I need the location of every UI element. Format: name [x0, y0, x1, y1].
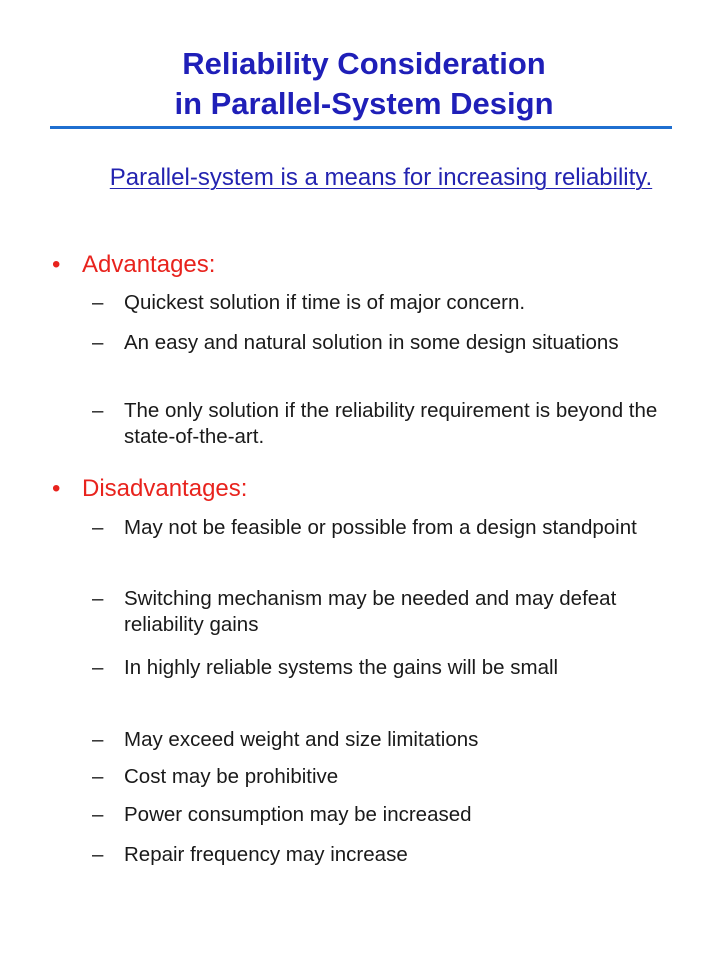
disadvantage-item: [92, 842, 692, 868]
slide-title: [0, 44, 720, 124]
advantage-item-text: Quickest solution if time is of major concern.: [124, 291, 526, 314]
disadvantage-item: [92, 655, 692, 681]
disadvantages-heading: [52, 474, 247, 504]
title-line-2: in Parallel-System Design: [174, 86, 554, 121]
bullet-symbol: •: [52, 475, 61, 502]
disadvantage-item-text: Switching mechanism may be needed and may defeat reliability gains: [124, 587, 617, 636]
disadvantage-item: [92, 586, 692, 638]
advantage-item: [92, 290, 692, 316]
disadvantage-item-text: Power consumption may be increased: [124, 803, 472, 826]
advantages-heading: [52, 250, 215, 280]
dash-symbol: –: [92, 291, 104, 314]
dash-symbol: –: [92, 331, 104, 354]
disadvantage-item-text: Cost may be prohibitive: [124, 765, 339, 788]
dash-symbol: –: [92, 765, 104, 788]
advantage-item-text: The only solution if the reliability requirement is beyond the state-of-the-art.: [124, 399, 658, 448]
disadvantage-item-text: May exceed weight and size limitations: [124, 728, 479, 751]
subtitle: Parallel-system is a means for increasing reliability.: [109, 164, 653, 191]
disadvantage-item: [92, 727, 692, 753]
dash-symbol: –: [92, 399, 104, 422]
disadvantage-item: [92, 764, 692, 790]
advantage-item: [92, 330, 692, 356]
bullet-symbol: •: [52, 251, 61, 278]
disadvantage-item-text: In highly reliable systems the gains will be small: [124, 656, 559, 679]
dash-symbol: –: [92, 803, 104, 826]
dash-symbol: –: [92, 843, 104, 866]
disadvantage-item-text: Repair frequency may increase: [124, 843, 408, 866]
advantage-item-text: An easy and natural solution in some design situations: [124, 331, 619, 354]
disadvantage-item: [92, 515, 692, 541]
disadvantage-item-text: May not be feasible or possible from a design standpoint: [124, 516, 637, 539]
title-line-1: Reliability Consideration: [182, 46, 546, 81]
dash-symbol: –: [92, 516, 104, 539]
advantage-item: [92, 398, 692, 450]
title-divider: [50, 126, 672, 129]
dash-symbol: –: [92, 587, 104, 610]
disadvantage-item: [92, 802, 692, 828]
advantages-heading-text: Advantages:: [82, 251, 216, 278]
dash-symbol: –: [92, 728, 104, 751]
disadvantages-heading-text: Disadvantages:: [82, 475, 248, 502]
dash-symbol: –: [92, 656, 104, 679]
